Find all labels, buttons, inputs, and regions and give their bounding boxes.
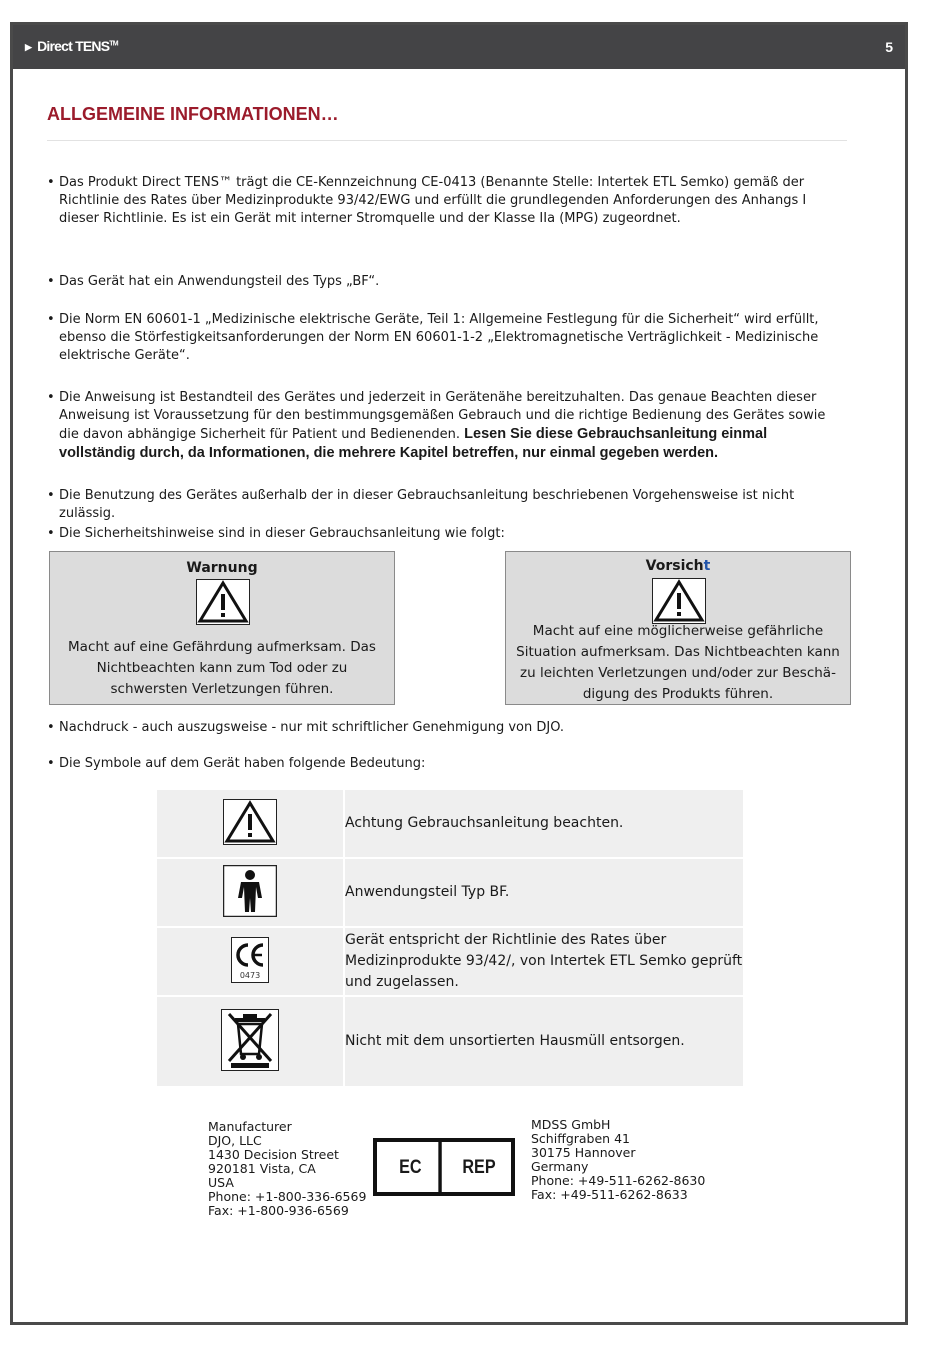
bullet-text-bold: Lesen Sie diese Gebrauchsanleitung einmal vollständig durch, da Informationen, die mehrere Kapitel betreffen, nur einmal gegeben werden. (59, 426, 768, 461)
symbols-table (155, 788, 745, 1088)
bullet-item (47, 311, 847, 365)
bullet-text: Nachdruck - auch auszugsweise - nur mit schriftlicher Genehmigung von DJO. (59, 720, 565, 735)
bullet-item (47, 389, 847, 463)
brand-title (25, 38, 118, 54)
caution-title-text: Vorsich (645, 558, 704, 574)
bullet-text: Die Benutzung des Gerätes außerhalb der in dieser Gebrauchsanleitung beschriebenen Vorgehensweise ist nicht zulässig. (59, 488, 795, 521)
bullet-item (47, 525, 847, 543)
bullet-item (47, 273, 847, 291)
bullet-dot: • (47, 526, 55, 541)
symbol-description: Achtung Gebrauchsanleitung beachten. (345, 790, 743, 857)
triangle-right-icon: ▶ (25, 42, 32, 52)
ec-rep-symbol (373, 1138, 515, 1196)
bullet-item (47, 755, 847, 773)
warning-notice-box (49, 551, 395, 705)
title-divider (47, 140, 847, 141)
bullet-item (47, 487, 847, 523)
table-row (157, 928, 743, 995)
bullet-text: Die Sicherheitshinweise sind in dieser Gebrauchsanleitung wie folgt: (59, 526, 505, 541)
warning-triangle-icon (652, 578, 706, 624)
section-title: ALLGEMEINE INFORMATIONEN… (47, 104, 339, 124)
warning-triangle-icon (196, 579, 250, 625)
ce-number-label: 0473 (239, 970, 261, 980)
bullet-dot: • (47, 756, 55, 771)
symbol-icon-cell (157, 790, 343, 857)
bullet-text: Die Symbole auf dem Gerät haben folgende Bedeutung: (59, 756, 426, 771)
symbol-description: Nicht mit dem unsortierten Hausmüll entsorgen. (345, 997, 743, 1086)
symbol-description: Gerät entspricht der Richtlinie des Rates über Medizinprodukte 93/42/, von Intertek ETL Semko geprüft und zugelassen. (345, 928, 743, 995)
caution-notice-box (505, 551, 851, 705)
caution-notice-title (506, 558, 850, 574)
bullet-text (59, 389, 847, 463)
trademark-mark: TM (109, 40, 118, 48)
caution-notice-text: Macht auf eine möglicherweise gefährliche Situation aufmerksam. Das Nichtbeachten kann zu leichten Verletzungen und/oder zur Beschä-digung des Produkts führen. (516, 623, 840, 702)
symbol-icon-cell (157, 997, 343, 1086)
bullet-text: Das Gerät hat ein Anwendungsteil des Typs „BF“. (59, 274, 380, 289)
bullet-dot: • (47, 488, 55, 503)
brand-name: Direct TENS (37, 38, 110, 54)
ec-representative-address: MDSS GmbH Schiffgraben 41 30175 Hannover Germany Phone: +49-511-6262-8630 Fax: +49-511-6262-8633 (531, 1117, 706, 1202)
table-row (157, 997, 743, 1086)
bullet-dot: • (47, 175, 55, 190)
symbol-icon-cell (157, 928, 343, 995)
bullet-dot: • (47, 390, 55, 405)
page-number: 5 (885, 39, 893, 55)
symbol-description: Anwendungsteil Typ BF. (345, 859, 743, 926)
manufacturer-address: Manufacturer DJO, LLC 1430 Decision Street 920181 Vista, CA USA Phone: +1-800-336-6569 Fax: +1-800-936-6569 (208, 1119, 367, 1218)
bullet-item (47, 719, 847, 737)
bullet-text-regular: Die Anweisung ist Bestandteil des Gerätes und jederzeit in Gerätenähe bereitzuhalten. Das genaue Beachten dieser Anweisung ist Voraussetzung für den bestimmungsgemäßen Gebrauch und die richtige Bedienung des Gerätes sowie die davon abhängige Sicherheit für Patient und Bedienenden. (59, 390, 826, 442)
rep-label: REP (462, 1157, 496, 1178)
table-row (157, 859, 743, 926)
bullet-text: Das Produkt Direct TENS™ trägt die CE-Kennzeichnung CE-0413 (Benannte Stelle: Intertek ETL Semko) gemäß der Richtlinie des Rates über Medizinprodukte 93/42/EWG und erfüllt die grundlegenden Anforderungen des Anhangs I dieser Richtlinie. Es ist ein Gerät mit interner Stromquelle und der Klasse IIa (MPG) zugeordnet. (59, 175, 807, 226)
bullet-item (47, 174, 847, 228)
weee-crossed-bin-icon (221, 1009, 279, 1071)
bf-applied-part-icon (223, 865, 277, 917)
bullet-dot: • (47, 274, 55, 289)
symbol-icon-cell (157, 859, 343, 926)
ec-label: EC (382, 1142, 442, 1192)
header-bar (13, 25, 905, 69)
bullet-dot: • (47, 312, 55, 327)
warning-triangle-icon (223, 799, 277, 845)
table-row (157, 790, 743, 857)
bullet-dot: • (47, 720, 55, 735)
ce-mark-icon (231, 937, 269, 983)
warning-notice-title: Warnung (186, 560, 258, 576)
bullet-text: Die Norm EN 60601-1 „Medizinische elektrische Geräte, Teil 1: Allgemeine Festlegung für die Sicherheit“ wird erfüllt, ebenso die Störfestigkeitsanforderungen der Norm EN 60601-1-2 „Elektromagnetische Verträglichkeit - Medizinische elektrische Geräte“. (59, 312, 819, 363)
warning-notice-text: Macht auf eine Gefährdung aufmerksam. Das Nichtbeachten kann zum Tod oder zu schwersten Verletzungen führen. (68, 639, 376, 697)
caution-title-accent: t (703, 558, 711, 574)
